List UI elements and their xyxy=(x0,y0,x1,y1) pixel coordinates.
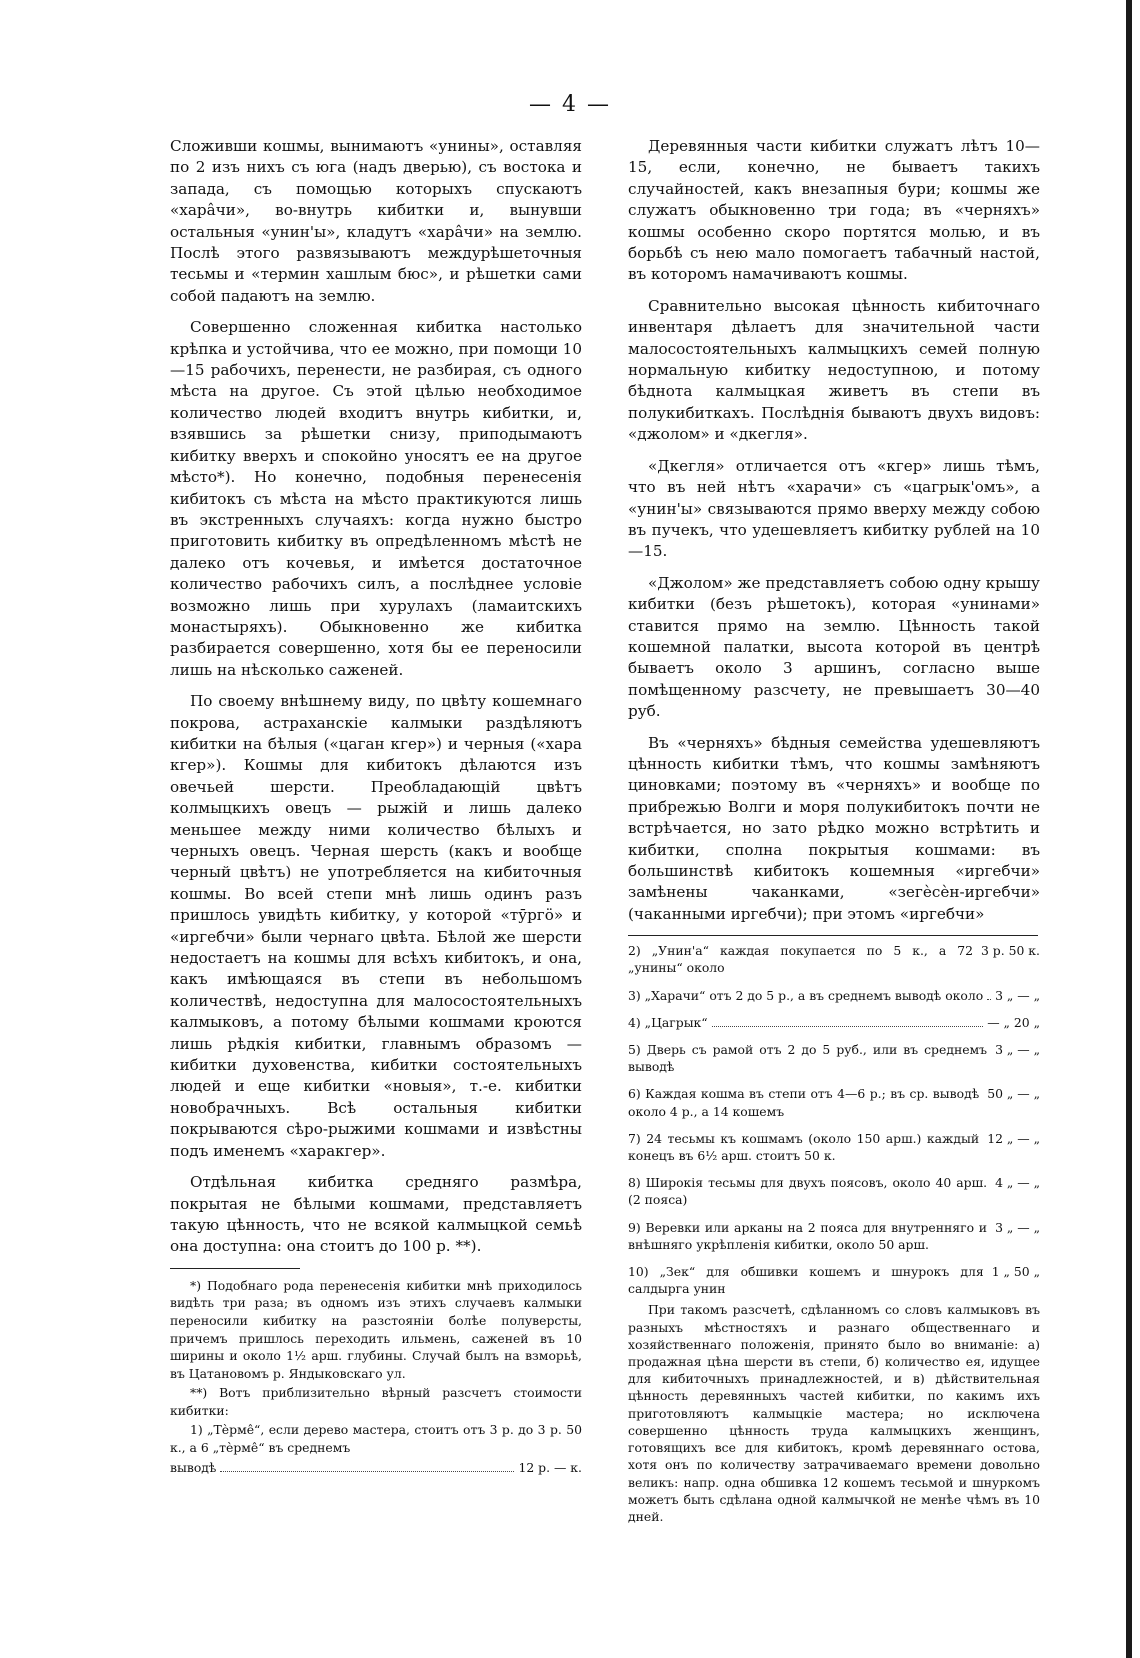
cost-item xyxy=(628,942,1040,976)
footnote: *) Подобнаго рода перенесенія кибитки мнѣ приходилось видѣть три раза; въ одномъ изъ этихъ случаевъ калмыки переносили кибитку на разстояніи болѣе полуверсты, причемъ пришлось переходить ильмень, саженей въ 10 ширины и около 1½ арш. глубины. Случай былъ на взморьѣ, въ Цатановомъ р. Яндыковскаго ул. xyxy=(170,1277,582,1381)
cost-item xyxy=(628,1085,1040,1119)
paragraph: «Джолом» же представляетъ собою одну крышу кибитки (безъ рѣшетокъ), которая «унинами» ставится прямо на землю. Цѣнность такой кошемной палатки, высота которой въ центрѣ бываетъ около 3 аршинъ, согласно выше помѣщенному разсчету, не превышаетъ 30—40 руб. xyxy=(628,573,1040,721)
cost-item xyxy=(628,1174,1040,1208)
cost-item xyxy=(628,987,1040,1004)
paragraph: Сложивши кошмы, вынимаютъ «унины», оставляя по 2 изъ нихъ съ юга (надъ дверью), съ востока и запада, съ помощью которыхъ спускаютъ «хара̂чи», во-внутрь кибитки и, вынувши остальныя «унин'ы», кладутъ «хара̂чи» на землю. Послѣ этого развязываютъ междурѣшеточныя тесьмы и «термин хашлым бюс», и рѣшетки сами собой падаютъ на землю. xyxy=(170,137,582,305)
cost-item-text: 8) Широкія тесьмы для двухъ поясовъ, около 40 арш. (2 пояса) xyxy=(628,1175,988,1208)
footnotes xyxy=(170,1277,582,1477)
footnote-total-row xyxy=(170,1459,582,1477)
cost-item-amount: 3 „ — „ xyxy=(995,1219,1040,1235)
footnote: 1) „Тѐрме̂“, если дерево мастера, стоитъ отъ 3 р. до 3 р. 50 к., а 6 „тѐрме̂“ въ среднемъ xyxy=(170,1422,582,1456)
cost-item-amount: — „ 20 „ xyxy=(987,1014,1040,1030)
cost-item xyxy=(628,1014,1040,1031)
cost-item-amount: 3 р. 50 к. xyxy=(980,943,1040,959)
cost-item-text: 6) Каждая кошма въ степи отъ 4—6 р.; въ ср. выводѣ около 4 р., а 14 кошемъ xyxy=(628,1086,980,1119)
footnote-rule xyxy=(628,935,1038,936)
cost-item-amount: 3 „ — „ xyxy=(995,1042,1040,1058)
leader-dots xyxy=(220,1471,514,1472)
cost-item-text: 5) Дверь съ рамой отъ 2 до 5 руб., или въ среднемъ выводѣ xyxy=(628,1042,988,1075)
cost-list xyxy=(628,942,1040,1525)
paragraph: Отдѣльная кибитка средняго размѣра, покрытая не бѣлыми кошмами, представляетъ такую цѣнность, что не всякой калмыцкой семьѣ она доступна: она стоитъ до 100 р. **). xyxy=(170,1173,582,1256)
paragraph: По своему внѣшнему виду, по цвѣту кошемнаго покрова, астраханскіе калмыки раздѣляютъ кибитки на бѣлыя («цаган кгер») и черныя («хара кгер»). Кошмы для кибитокъ дѣлаются изъ овечьей шерсти. Преобладающій цвѣтъ колмыцкихъ овецъ — рыжій и лишь далеко меньшее между ними количество бѣлыхъ и черныхъ овецъ. Черная шерсть (какъ и вообще черный цвѣтъ) не употребляется на кибиточныя кошмы. Во всей степи мнѣ лишь одинъ разъ пришлось увидѣть кибитку, у которой «тӯргӧ» и «иргебчи» были чернаго цвѣта. Бѣлой же шерсти недостаетъ на кошмы для всѣхъ кибитокъ, и она, какъ имѣющаяся въ степи въ небольшомъ количествѣ, недоступна для малосостоятельныхъ калмыковъ, а потому бѣлыми кошмами кроются лишь рѣдкія кибитки, главнымъ образомъ — кибитки духовенства, кибитки состоятельныхъ людей и еще кибитки «новыя», т.-е. кибитки новобрачныхъ. Всѣ остальныя кибитки покрываются сѣро-рыжими кошмами и извѣстны подъ именемъ «харакгер». xyxy=(170,692,582,1160)
paragraph: Сравнительно высокая цѣнность кибиточнаго инвентаря дѣлаетъ для значительной части малосостоятельныхъ калмыцкихъ семей полную нормальную кибитку недоступною, и потому бѣднота калмыцкая живетъ въ степи въ полукибиткахъ. Послѣднія бываютъ двухъ видовъ: «джолом» и «дкегля». xyxy=(628,296,1040,444)
cost-item xyxy=(628,1130,1040,1164)
cost-item-amount: 12 „ — „ xyxy=(987,1130,1040,1146)
footnote-rule xyxy=(170,1268,300,1269)
cost-item xyxy=(628,1219,1040,1253)
footnote: **) Вотъ приблизительно вѣрный разсчетъ стоимости кибитки: xyxy=(170,1385,582,1418)
footnote-total-amount: 12 р. — к. xyxy=(518,1459,582,1475)
paragraph: Деревянныя части кибитки служатъ лѣтъ 10—15, если, конечно, не бываетъ такихъ случайностей, какъ внезапныя бури; кошмы же служатъ обыкновенно три года; въ «черняхъ» кошмы особенно скоро портятся молью, и въ борьбѣ съ нею мало помогаетъ табачный настой, въ которомъ намачиваютъ кошмы. xyxy=(628,137,1040,284)
right-column xyxy=(628,136,1040,1525)
cost-item-amount: 50 „ — „ xyxy=(987,1086,1040,1102)
cost-item-amount: 3 „ — „ xyxy=(995,987,1040,1003)
left-column xyxy=(170,136,582,1476)
cost-item xyxy=(628,1263,1040,1297)
cost-item-text: 9) Веревки или арканы на 2 пояса для внутренняго и внѣшняго укрѣпленія кибитки, около 50 арш. xyxy=(628,1219,988,1252)
paragraph: Въ «черняхъ» бѣдныя семейства удешевляютъ цѣнность кибитки тѣмъ, что кошмы замѣняютъ циновками; поэтому въ «черняхъ» и вообще по прибрежью Волги и моря полукибитокъ почти не встрѣчается, но зато рѣдко можно встрѣтить и кибитки, сполна покрытыя кошмами: въ большинствѣ кибитокъ кошемныя «иргебчи» замѣнены чаканками, «зегѐсѐн-иргебчи» (чаканными иргебчи); при этомъ «иргебчи» xyxy=(628,733,1040,923)
page-number: — 4 — xyxy=(529,92,611,117)
cost-item xyxy=(628,1041,1040,1075)
cost-item-amount: 4 „ — „ xyxy=(995,1175,1040,1191)
page-edge-bar xyxy=(1126,0,1132,1658)
leader-dots xyxy=(712,1026,984,1027)
cost-note: При такомъ разсчетѣ, сдѣланномъ со словъ калмыковъ въ разныхъ мѣстностяхъ и разнаго общественнаго и хозяйственнаго положенія, принято было во вниманіе: а) продажная цѣна шерсти въ степи, б) количество ея, идущее для кибиточныхъ принадлежностей, и в) дѣйствительная цѣнность деревянныхъ частей кибитки, по какимъ ихъ приготовляютъ калмыцкіе мастера; но исключена совершенно цѣнность труда калмыцкихъ женщинъ, готовящихъ все для кибитокъ, кромѣ деревяннаго остова, хотя онъ по количеству затрачиваемаго времени довольно великъ: напр. одна обшивка 12 кошемъ тесьмой и шнуркомъ можетъ быть сдѣлана одной калмычкой не менѣе чѣмъ въ 10 дней. xyxy=(628,1302,1040,1524)
cost-item-text: 7) 24 тесьмы къ кошмамъ (около 150 арш.) каждый конецъ въ 6½ арш. стоитъ 50 к. xyxy=(628,1130,980,1164)
cost-item-text: 10) „Зек“ для обшивки кошемъ и шнурокъ для салдырга унин xyxy=(628,1264,984,1297)
cost-item-text: 2) „Унин'а“ каждая покупается по 5 к., а 72 „унины“ около xyxy=(628,943,973,976)
cost-item-text: 4) „Цагрык“ xyxy=(628,1014,708,1030)
cost-item-text: 3) „Харачи“ отъ 2 до 5 р., а въ среднемъ выводѣ около xyxy=(628,987,984,1003)
paragraph: Совершенно сложенная кибитка настолько крѣпка и устойчива, что ее можно, при помощи 10—15 рабочихъ, перенести, не разбирая, съ одного мѣста на другое. Съ этой цѣлью необходимое количество людей входитъ внутрь кибитки, и, взявшись за рѣшетки снизу, приподымаютъ кибитку вверхъ и спокойно уносятъ ее на другое мѣсто*). Но конечно, подобныя перенесенія кибитокъ съ мѣста на мѣсто практикуются лишь въ экстренныхъ случаяхъ: когда нужно быстро приготовить кибитку въ опредѣленномъ мѣстѣ не далеко отъ кочевья, и имѣется достаточное количество рабочихъ силъ, а послѣднее условіе возможно лишь при хурулахъ (ламаитскихъ монастыряхъ). Обыкновенно же кибитка разбирается совершенно, хотя бы ее переносили лишь на нѣсколько саженей. xyxy=(170,318,582,679)
leader-dots xyxy=(987,999,991,1000)
cost-item-amount: 1 „ 50 „ xyxy=(991,1264,1040,1280)
paragraph: «Дкегля» отличается отъ «кгер» лишь тѣмъ, что въ ней нѣтъ «харачи» съ «цагрык'омъ», а «унин'ы» связываются прямо вверху между собою въ пучекъ, что удешевляетъ кибитку рублей на 10—15. xyxy=(628,456,1040,561)
footnote-total-label: выводѣ xyxy=(170,1459,217,1475)
